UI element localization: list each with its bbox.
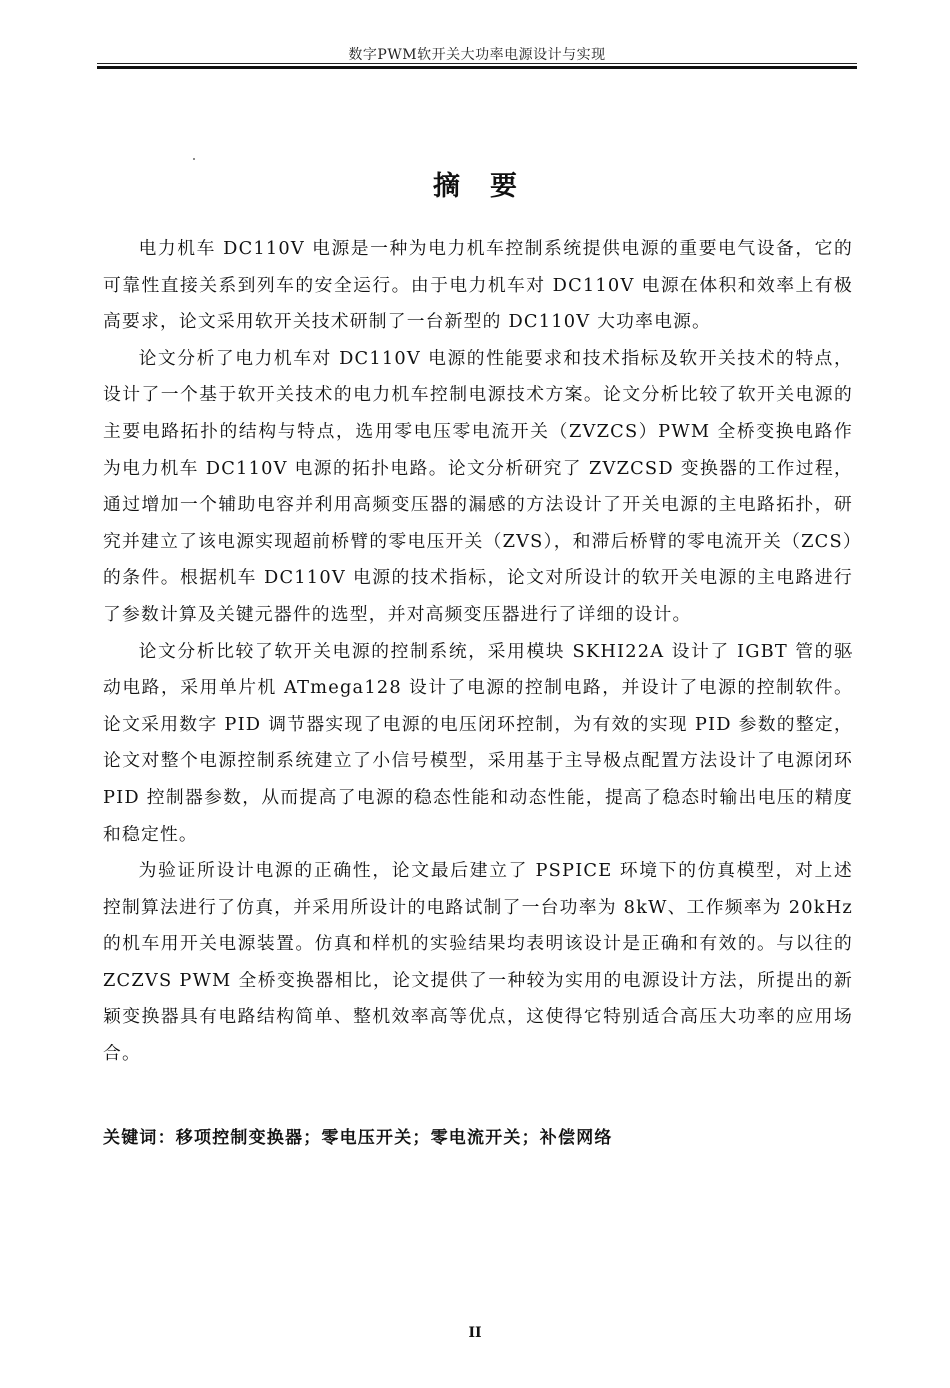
abstract-paragraph: 论文分析比较了软开关电源的控制系统，采用模块 SKHI22A 设计了 IGBT 管的驱动电路，采用单片机 ATmega128 设计了电源的控制电路，并设计了电源的控制软件。论文采用数字 PID 调节器实现了电源的电压闭环控制，为有效的实现 PID 参数的整定，论文对整个电源控制系统建立了小信号模型，采用基于主导极点配置方法设计了电源闭环 PID 控制器参数，从而提高了电源的稳态性能和动态性能，提高了稳态时输出电压的精度和稳定性。 xyxy=(103,640,853,845)
abstract-body xyxy=(103,231,853,1073)
keywords-line: 关键词：移项控制变换器；零电压开关；零电流开关；补偿网络 xyxy=(103,1128,613,1148)
page-number: II xyxy=(468,1325,482,1341)
header-rule-thick xyxy=(97,66,857,69)
header-rule-thin xyxy=(97,63,857,64)
abstract-paragraph: 电力机车 DC110V 电源是一种为电力机车控制系统提供电源的重要电气设备，它的可靠性直接关系到列车的安全运行。由于电力机车对 DC110V 电源在体积和效率上有极高要求，论文采用软开关技术研制了一台新型的 DC110V 大功率电源。 xyxy=(103,238,853,333)
abstract-paragraph: 为验证所设计电源的正确性，论文最后建立了 PSPICE 环境下的仿真模型，对上述控制算法进行了仿真，并采用所设计的电路试制了一台功率为 8kW、工作频率为 20kHz 的机车用开关电源装置。仿真和样机的实验结果均表明该设计是正确和有效的。与以往的 ZCZVS PWM 全桥变换器相比，论文提供了一种较为实用的电源设计方法，所提出的新颖变换器具有电路结构简单、整机效率高等优点，这使得它特别适合高压大功率的应用场合。 xyxy=(103,860,853,1065)
scan-speck xyxy=(193,158,195,160)
running-header-title: 数字PWM软开关大功率电源设计与实现 xyxy=(348,47,606,63)
abstract-paragraph: 论文分析了电力机车对 DC110V 电源的性能要求和技术指标及软开关技术的特点，设计了一个基于软开关技术的电力机车控制电源技术方案。论文分析比较了软开关电源的主要电路拓扑的结构与特点，选用零电压零电流开关（ZVZCS）PWM 全桥变换电路作为电力机车 DC110V 电源的拓扑电路。论文分析研究了 ZVZCSD 变换器的工作过程，通过增加一个辅助电容并利用高频变压器的漏感的方法设计了开关电源的主电路拓扑，研究并建立了该电源实现超前桥臂的零电压开关（ZVS），和滞后桥臂的零电流开关（ZCS）的条件。根据机车 DC110V 电源的技术指标，论文对所设计的软开关电源的主电路进行了参数计算及关键元器件的选型，并对高频变压器进行了详细的设计。 xyxy=(103,347,853,625)
abstract-title: 摘要 xyxy=(433,171,547,203)
